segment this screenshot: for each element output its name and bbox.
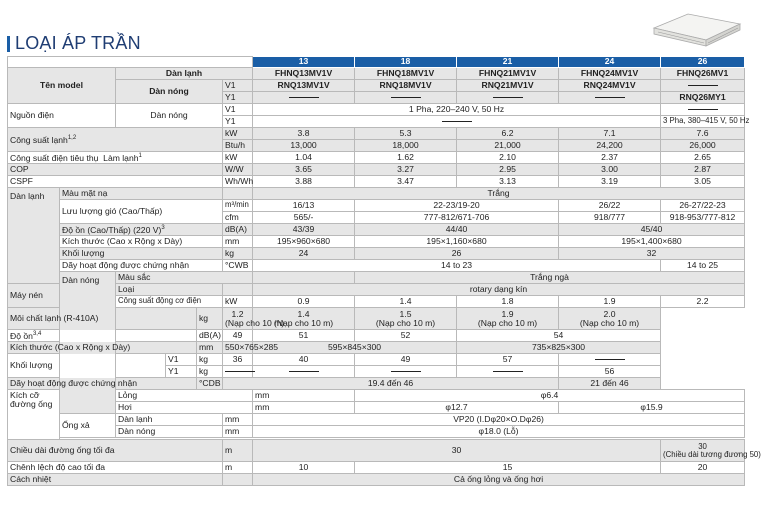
table-row: cfm 565/- 777-812/671-706 918/777 918-953/777-812 — [8, 212, 745, 224]
table-row: Kích cỡ đường ống Lỏng mm φ6.4 — [8, 390, 745, 402]
table-row: Công suất động cơ điện kW 0.9 1.4 1.8 1.9 2.2 — [8, 296, 745, 308]
section-label: Kích cỡ đường ống — [8, 390, 60, 440]
table-row: Dàn nóng Màu sắc Trắng ngà — [8, 272, 745, 284]
dash-mark — [595, 97, 625, 98]
table-row: Y1 RNQ26MY1 — [8, 92, 745, 104]
table-row: Cách nhiệt Cả ống lỏng và ống hơi — [8, 474, 745, 486]
col-header: 13 — [253, 57, 355, 68]
dash-mark — [442, 121, 472, 122]
table-row: Chiều dài đường ống tối đa m 30 30 (Chiều dài tương đương 50) — [8, 440, 745, 462]
ceiling-unit-image — [648, 6, 744, 50]
table-row: Dàn lạnh Màu mặt nạ Trắng — [8, 188, 745, 200]
title-accent-bar — [7, 36, 10, 52]
dash-mark — [289, 371, 319, 372]
col-header: 18 — [355, 57, 457, 68]
table-row: Kích thước (Cao x Rộng x Dày) mm 195×960×680 195×1,160×680 195×1,400×680 — [8, 236, 745, 248]
table-row: Dàn nóng mm φ18.0 (Lỗ) — [8, 426, 745, 438]
col-header: 24 — [559, 57, 661, 68]
spec-table — [7, 56, 761, 486]
table-row: Nguồn điện Dàn nóng V1 1 Pha, 220–240 V, 50 Hz — [8, 104, 745, 116]
section-label: Dàn lạnh — [8, 188, 60, 284]
table-row: Dàn nóng V1 RNQ13MV1V RNQ18MV1V RNQ21MV1V RNQ24MV1V — [8, 80, 745, 92]
table-row: Môi chất lạnh (R-410A) kg 1.2 (Nạp cho 10 m) 1.4 (Nạp cho 10 m) 1.5 (Nạp cho 10 m) 1.9 (Nạp cho 10 m) 2.0 (Nạp cho 10 m) — [8, 308, 745, 330]
table-row: Độ ồn$^{3,4}$ dB(A) 49 51 52 54 — [8, 330, 745, 342]
row-label: Nguồn điện — [8, 104, 116, 128]
row-label: Công suất lạnh$^{1,2}$ — [8, 128, 223, 152]
table-header-row — [8, 57, 745, 68]
table-row: Công suất lạnh$^{1,2}$ kW 3.8 5.3 6.2 7.1 7.6 — [8, 128, 745, 140]
row-label: CSPF — [8, 176, 223, 188]
dash-mark — [391, 97, 421, 98]
dash-mark — [493, 371, 523, 372]
dash-mark — [391, 371, 421, 372]
table-row: Kích thước (Cao x Rộng x Dày) mm 550×765×285 595×845×300 735×825×300 — [8, 342, 745, 354]
page-header — [0, 0, 750, 56]
row-label: COP — [8, 164, 223, 176]
col-header: 21 — [457, 57, 559, 68]
section-label: Dàn nóng — [60, 272, 116, 414]
table-row: Máy nén Loại rotary dạng kín — [8, 284, 745, 296]
table-row: Lưu lượng gió (Cao/Thấp) m³/min 16/13 22-23/19-20 26/22 26-27/22-23 — [8, 200, 745, 212]
table-row: Y1 kg 56 — [8, 366, 745, 378]
dash-mark — [688, 85, 718, 86]
dash-mark — [289, 97, 319, 98]
row-label: Công suất điện tiêu thụ Làm lạnh$^1$ — [8, 152, 223, 164]
dash-mark — [595, 359, 625, 360]
dash-mark — [688, 109, 718, 110]
row-label: Dàn nóng — [116, 80, 223, 104]
row-label: Cách nhiệt — [8, 474, 223, 486]
table-row: Dãy hoạt động được chứng nhận °CDB 19.4 đến 46 21 đến 46 — [8, 378, 745, 390]
table-row: Dãy hoạt động được chứng nhận °CWB 14 to 23 14 to 25 — [8, 260, 745, 272]
row-label: Chiều dài đường ống tối đa — [8, 440, 223, 462]
table-row: Công suất điện tiêu thụ Làm lạnh$^1$ kW 1.04 1.62 2.10 2.37 2.65 — [8, 152, 745, 164]
table-row: Ống xả Dàn lạnh mm VP20 (I.Dφ20×O.Dφ26) — [8, 414, 745, 426]
table-row: Btu/h 13,000 18,000 21,000 24,200 26,000 — [8, 140, 745, 152]
row-label: Tên model — [8, 68, 116, 104]
table-row: CSPF Wh/Wh 3.88 3.47 3.13 3.19 3.05 — [8, 176, 745, 188]
table-row: COP W/W 3.65 3.27 2.95 3.00 2.87 — [8, 164, 745, 176]
table-row: Độ ồn (Cao/Thấp) (220 V)$^3$ dB(A) 43/39 44/40 45/40 — [8, 224, 745, 236]
dash-mark — [225, 371, 255, 372]
table-row: Khối lượng kg 24 26 32 — [8, 248, 745, 260]
dash-mark — [493, 97, 523, 98]
table-row: Y1 3 Pha, 380–415 V, 50 Hz — [8, 116, 745, 128]
table-row: Chênh lệch độ cao tối đa m 10 15 20 — [8, 462, 745, 474]
table-row: Tên model Dàn lạnh FHNQ13MV1V FHNQ18MV1V FHNQ21MV1V FHNQ24MV1V FHNQ26MV1 — [8, 68, 745, 80]
row-label: Chênh lệch độ cao tối đa — [8, 462, 223, 474]
table-row: Hơi mm φ12.7 φ15.9 — [8, 402, 745, 414]
page-title: LOẠI ÁP TRẦN — [15, 33, 141, 53]
table-row: Khối lượng V1 kg 36 40 49 57 — [8, 354, 745, 366]
col-header: 26 — [661, 57, 745, 68]
row-label: Dàn lạnh — [116, 68, 253, 80]
